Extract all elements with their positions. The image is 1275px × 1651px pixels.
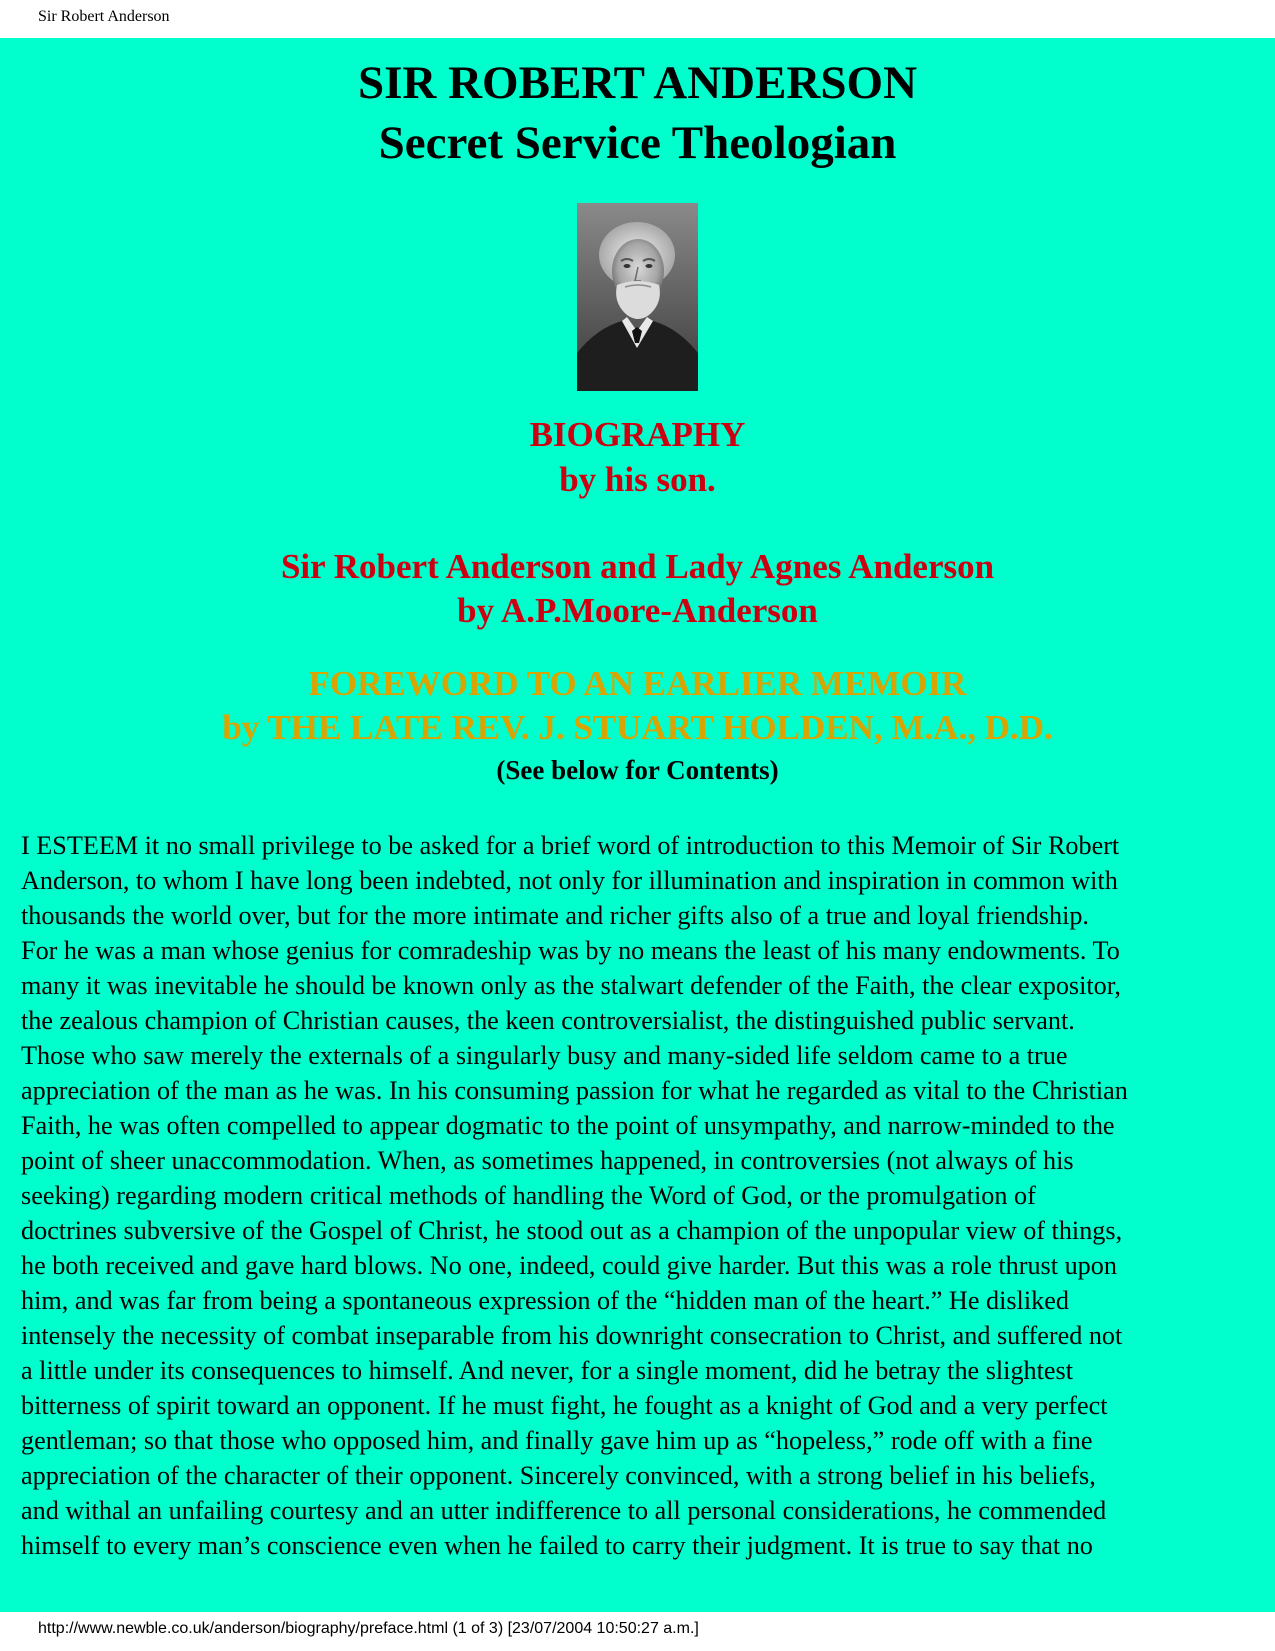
body-line: appreciation of the character of their opponent. Sincerely convinced, with a strong belief in his beliefs,	[21, 1461, 1096, 1490]
foreword-heading: FOREWORD TO AN EARLIER MEMOIR	[308, 664, 967, 703]
body-line: bitterness of spirit toward an opponent. If he must fight, he fought as a knight of God and a very perfect	[21, 1391, 1108, 1420]
print-footer-url: http://www.newble.co.uk/anderson/biography/preface.html (1 of 3) [23/07/2004 10:50:27 a.m.]	[38, 1620, 699, 1637]
contents-note: (See below for Contents)	[496, 755, 779, 785]
biography-heading: BIOGRAPHY	[529, 415, 746, 454]
body-line: a little under its consequences to himself. And never, for a single moment, did he betray the slightest	[21, 1356, 1074, 1385]
portrait-image	[577, 203, 698, 391]
body-line: he both received and gave hard blows. No one, indeed, could give harder. But this was a role thrust upon	[21, 1251, 1117, 1280]
body-line: doctrines subversive of the Gospel of Christ, he stood out as a champion of the unpopular view of things,	[21, 1216, 1123, 1245]
body-line: appreciation of the man as he was. In his consuming passion for what he regarded as vital to the Christian	[21, 1076, 1128, 1105]
page-content	[0, 38, 1275, 1612]
body-line: intensely the necessity of combat inseparable from his downright consecration to Christ, and suffered not	[21, 1321, 1123, 1350]
foreword-byline: by THE LATE REV. J. STUART HOLDEN, M.A., D.D.	[222, 708, 1053, 747]
body-line: himself to every man’s conscience even when he failed to carry their judgment. It is true to say that no	[21, 1531, 1093, 1560]
page-subtitle: Secret Service Theologian	[378, 117, 897, 169]
authors-byline: by A.P.Moore-Anderson	[457, 591, 818, 630]
body-line: him, and was far from being a spontaneous expression of the “hidden man of the heart.” He disliked	[21, 1286, 1069, 1315]
body-line: many it was inevitable he should be known only as the stalwart defender of the Faith, the clear expositor,	[21, 971, 1121, 1000]
print-header: Sir Robert Anderson	[38, 8, 170, 25]
foreword-body	[21, 828, 1261, 1563]
body-line: point of sheer unaccommodation. When, as sometimes happened, in controversies (not always of his	[21, 1146, 1074, 1175]
body-line: Faith, he was often compelled to appear dogmatic to the point of unsympathy, and narrow-minded to the	[21, 1111, 1115, 1140]
biography-subheading: by his son.	[559, 460, 716, 499]
body-line: seeking) regarding modern critical methods of handling the Word of God, or the promulgation of	[21, 1181, 1036, 1210]
page-title: SIR ROBERT ANDERSON	[357, 57, 918, 109]
body-line: the zealous champion of Christian causes, the keen controversialist, the distinguished public servant.	[21, 1006, 1075, 1035]
body-line: Anderson, to whom I have long been indebted, not only for illumination and inspiration in common with	[21, 866, 1118, 895]
body-line: For he was a man whose genius for comradeship was by no means the least of his many endowments. To	[21, 936, 1120, 965]
body-line: Those who saw merely the externals of a singularly busy and many-sided life seldom came to a true	[21, 1041, 1068, 1070]
body-line: I ESTEEM it no small privilege to be asked for a brief word of introduction to this Memoir of Sir Robert	[21, 831, 1120, 860]
body-line: gentleman; so that those who opposed him, and finally gave him up as “hopeless,” rode off with a fine	[21, 1426, 1093, 1455]
authors-heading: Sir Robert Anderson and Lady Agnes Anderson	[280, 547, 995, 586]
portrait-illustration	[577, 203, 698, 391]
body-line: and withal an unfailing courtesy and an utter indifference to all personal considerations, he commended	[21, 1496, 1107, 1525]
body-line: thousands the world over, but for the more intimate and richer gifts also of a true and loyal friendship.	[21, 901, 1089, 930]
